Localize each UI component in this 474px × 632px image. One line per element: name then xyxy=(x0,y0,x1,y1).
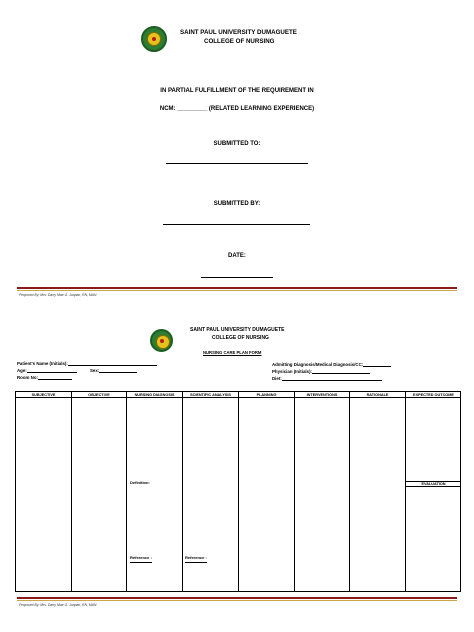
column-header: SUBJECTIVE xyxy=(16,392,71,398)
university-logo-icon xyxy=(141,26,167,52)
column-header: NURSING DIAGNOSIS xyxy=(127,392,182,398)
room-field: Room No: xyxy=(17,375,72,380)
footer-text-2: Proposed By: Mrs. Darry Mae G. Junpan, RN, MAN xyxy=(19,603,97,607)
column-header: SCIENTIFIC ANALYSIS xyxy=(183,392,238,398)
reference-label: Reference : xyxy=(130,555,152,560)
diet-field: Diet: xyxy=(272,376,382,381)
university-name: SAINT PAUL UNIVERSITY DUMAGUETE xyxy=(180,29,297,36)
university-logo-icon-2 xyxy=(150,329,173,352)
column-objective xyxy=(72,392,127,591)
university-name-2: SAINT PAUL UNIVERSITY DUMAGUETE xyxy=(190,327,285,333)
sex-field: Sex: xyxy=(90,368,137,373)
form-title: NURSING CARE PLAN FORM xyxy=(203,350,262,355)
column-header: EXPECTED OUTCOME xyxy=(406,392,461,398)
footer-bar-accent-2 xyxy=(17,600,457,601)
date-label: DATE: xyxy=(228,253,246,259)
date-line xyxy=(201,277,273,278)
college-name-2: COLLEGE OF NURSING xyxy=(212,335,269,341)
evaluation-header: EVALUATION xyxy=(406,481,461,487)
care-plan-table xyxy=(15,391,461,592)
submitted-to-line xyxy=(166,163,308,164)
reference-line xyxy=(185,562,207,563)
definition-label: Definition: xyxy=(130,480,150,485)
fulfillment-text: IN PARTIAL FULFILLMENT OF THE REQUIREMENT IN xyxy=(160,88,314,94)
column-rationale xyxy=(350,392,406,591)
column-interventions xyxy=(295,392,350,591)
column-header: INTERVENTIONS xyxy=(295,392,349,398)
footer-bar-accent xyxy=(17,290,457,291)
column-subjective xyxy=(16,392,72,591)
ncm-line: NCM: _________ (RELATED LEARNING EXPERIENCE) xyxy=(159,106,315,112)
column-header: OBJECTIVE xyxy=(72,392,126,398)
submitted-by-label: SUBMITTED BY: xyxy=(213,201,261,207)
column-scientific-analysis xyxy=(183,392,239,591)
footer-bar xyxy=(17,287,457,289)
column-header: PLANNING xyxy=(239,392,294,398)
admitting-dx-field: Admitting Diagnosis/Medical Diagnosis/CC: xyxy=(272,362,391,367)
footer-text: Proposed By: Mrs. Darry Mae G. Junpan, RN, MAN xyxy=(19,293,97,297)
reference-label: Reference : xyxy=(185,555,207,560)
submitted-to-label: SUBMITTED TO: xyxy=(213,141,261,147)
patient-name-field: Patient's Name (Initials): xyxy=(17,361,157,366)
submitted-by-line xyxy=(163,224,310,225)
reference-line xyxy=(130,562,152,563)
college-name: COLLEGE OF NURSING xyxy=(204,38,275,45)
physician-field: Physician (Initials): xyxy=(272,369,370,374)
column-expected-outcome xyxy=(406,392,461,591)
column-nursing-diagnosis xyxy=(127,392,183,591)
column-planning xyxy=(239,392,295,591)
age-field: Age: xyxy=(17,368,77,373)
footer-bar-2 xyxy=(17,597,457,599)
column-header: RATIONALE xyxy=(350,392,405,398)
